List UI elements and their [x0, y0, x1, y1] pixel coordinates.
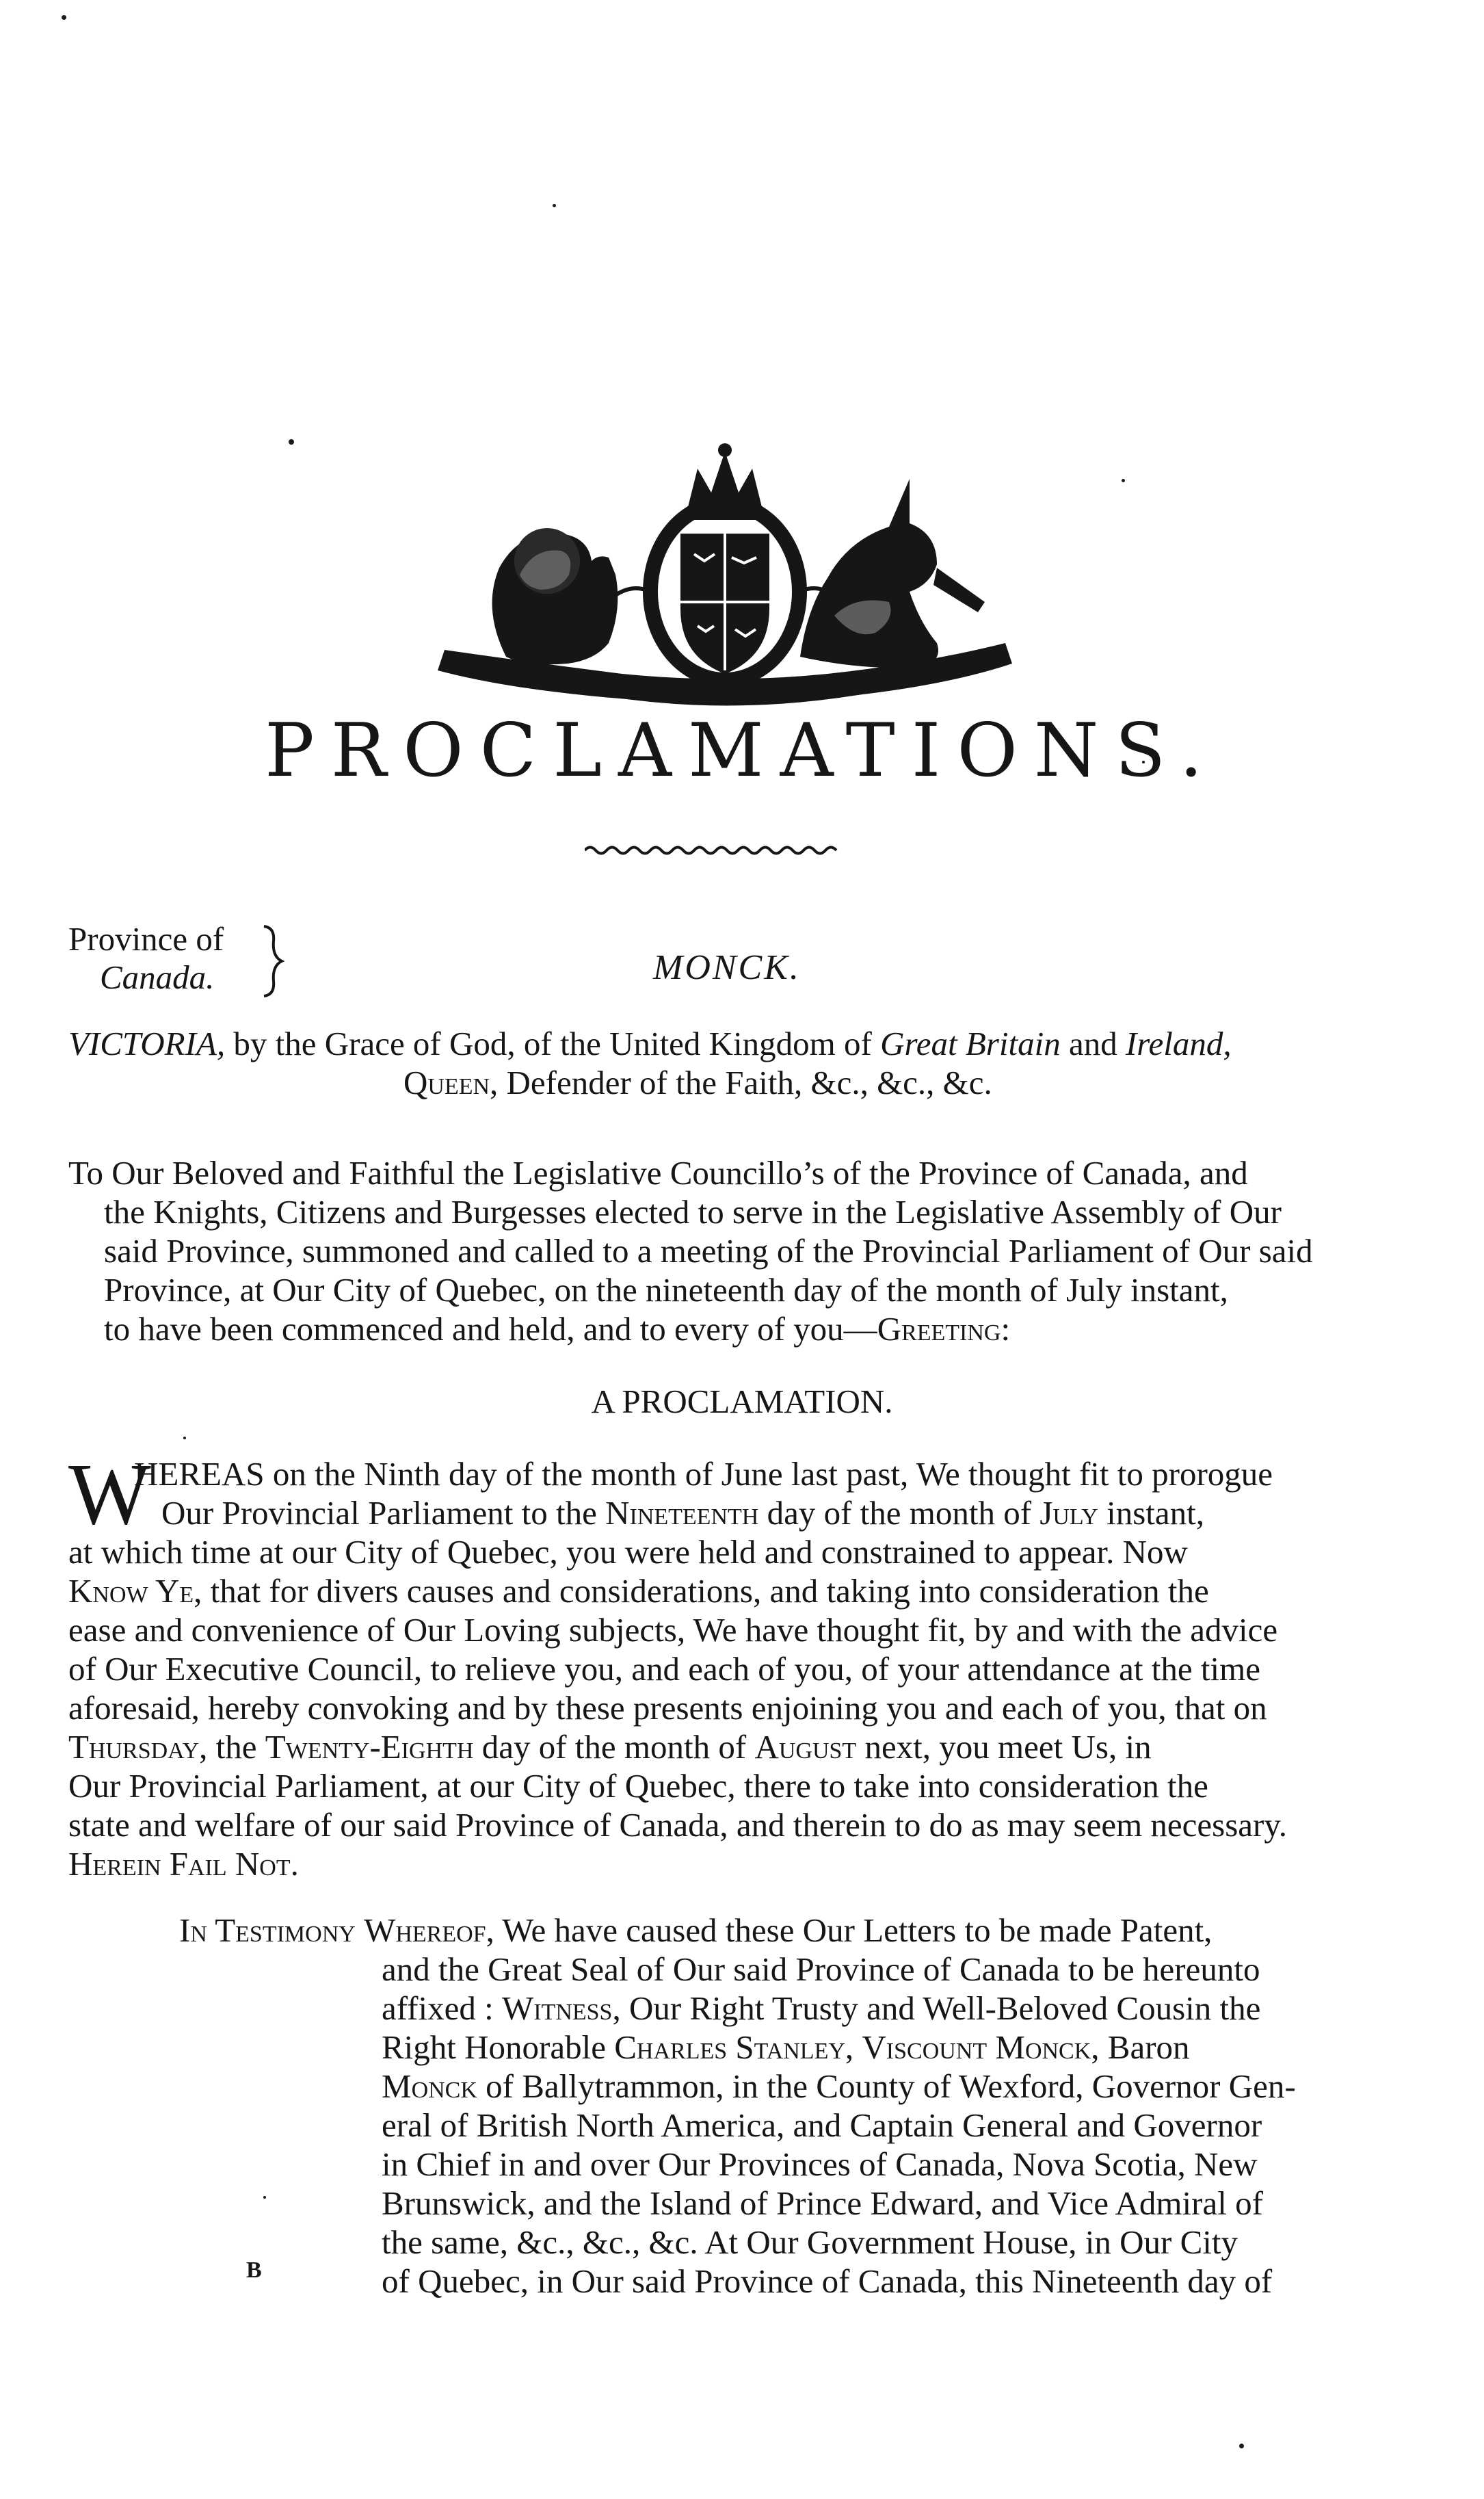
body-line: of Our Executive Council, to relieve you, and each of you, of your attendance at the time: [68, 1650, 1260, 1688]
body-line: state and welfare of our said Province of Canada, and therein to do as may seem necessary.: [68, 1806, 1287, 1844]
body-text: instant,: [1098, 1494, 1205, 1532]
testimony-text: ,: [845, 2028, 862, 2066]
queen-label: Queen: [403, 1064, 490, 1101]
province-line-2: Canada.: [100, 958, 215, 996]
date-word: Twenty-Eighth: [265, 1728, 474, 1766]
testimony-line: in Chief in and over Our Provinces of Canada, Nova Scotia, New: [382, 2145, 1258, 2183]
date-word: Nineteenth: [605, 1494, 759, 1532]
know-ye-label: Know Ye: [68, 1572, 194, 1610]
testimony-text: affixed :: [382, 1989, 502, 2027]
testimony-line: and the Great Seal of Our said Province of Canada to be hereunto: [382, 1950, 1260, 1988]
address-line: To Our Beloved and Faithful the Legislative Councillo’s of the Province of Canada, and: [68, 1154, 1248, 1192]
testimony-text: , Baron: [1091, 2028, 1190, 2066]
testimony-text: Right Honorable: [382, 2028, 615, 2066]
address-line: Province, at Our City of Quebec, on the nineteenth day of the month of July instant,: [104, 1271, 1228, 1309]
body-line: [68, 1727, 1152, 1766]
testimony-line: the same, &c., &c., &c. At Our Government House, in Our City: [382, 2223, 1238, 2261]
royal-style-and: and: [1060, 1025, 1126, 1062]
body-text: , the: [199, 1728, 265, 1766]
body-text: , that for divers causes and considerations, and taking into consideration the: [194, 1572, 1209, 1610]
unicorn-supporter: [800, 479, 938, 668]
monarch-name: VICTORIA,: [68, 1025, 226, 1062]
wavy-divider: [585, 843, 845, 858]
body-line: at which time at our City of Quebec, you were held and constrained to appear. Now: [68, 1533, 1188, 1571]
ireland-label: Ireland,: [1125, 1025, 1232, 1062]
body-text: day of the month of: [473, 1728, 755, 1766]
address-line: said Province, summoned and called to a meeting of the Provincial Parliament of Our said: [104, 1232, 1313, 1270]
drop-cap-letter: W: [68, 1445, 151, 1543]
body-line: ease and convenience of Our Loving subjects, We have thought fit, by and with the advice: [68, 1611, 1278, 1649]
print-speck: [62, 15, 66, 20]
print-speck: [553, 204, 556, 207]
body-text: day of the month of: [758, 1494, 1040, 1532]
royal-style-line-2: [403, 1063, 992, 1102]
print-speck: [183, 1437, 186, 1439]
page-title: PROCLAMATIONS.: [265, 708, 1219, 794]
whereof-label: Whereof: [364, 1911, 486, 1949]
monck-label: Monck: [382, 2067, 477, 2105]
address-text: to have been commenced and held, and to every of you—: [104, 1310, 877, 1348]
curly-brace: [259, 924, 286, 999]
month-word: August: [754, 1728, 857, 1766]
herein-fail-not: Herein Fail Not.: [68, 1845, 299, 1883]
testimony-line: Brunswick, and the Island of Prince Edward, and Vice Admiral of: [382, 2184, 1263, 2222]
testimony-line: of Quebec, in Our said Province of Canada, this Nineteenth day of: [382, 2262, 1273, 2300]
day-word: Thursday: [68, 1728, 200, 1766]
print-speck: [1122, 479, 1125, 482]
print-speck: [263, 2196, 266, 2199]
testimony-line: [382, 2067, 1296, 2106]
testimony-line: [179, 1911, 1212, 1950]
body-line: Our Provincial Parliament, at our City of Quebec, there to take into consideration the: [68, 1767, 1208, 1805]
coat-of-arms-emblem: [417, 438, 1033, 711]
great-britain-label: Great Britain: [880, 1025, 1061, 1062]
royal-style-text-2: , Defender of the Faith, &c., &c., &c.: [490, 1064, 992, 1101]
body-text: Our Provincial Parliament to the: [161, 1494, 606, 1532]
body-text: next, you meet Us, in: [856, 1728, 1152, 1766]
address-colon: :: [1001, 1310, 1011, 1348]
witness-label: Witness: [501, 1989, 613, 2027]
testimony-text: , Our Right Trusty and Well-Beloved Cousin the: [612, 1989, 1261, 2027]
testimony-text: of Ballytrammon, in the County of Wexford, Governor Gen-: [477, 2067, 1296, 2105]
in-testimony-label: In Testimony: [179, 1911, 356, 1949]
testimony-line: [382, 2028, 1190, 2067]
body-line: [68, 1571, 1209, 1610]
body-line: aforesaid, hereby convoking and by these presents enjoining you and each of you, that on: [68, 1689, 1267, 1727]
signature-mark: B: [246, 2258, 262, 2283]
month-word: July: [1039, 1494, 1098, 1532]
body-line: HEREAS on the Ninth day of the month of June last past, We thought fit to prorogue: [134, 1455, 1273, 1493]
crown: [687, 452, 763, 510]
print-speck: [1239, 2444, 1244, 2448]
print-speck: [289, 439, 294, 445]
royal-style-text: by the Grace of God, of the United Kingdom of: [225, 1025, 881, 1062]
governor-title: Viscount Monck: [862, 2028, 1091, 2066]
governor-name: Charles Stanley: [614, 2028, 845, 2066]
greeting-label: Greeting: [877, 1310, 1001, 1348]
royal-style-line-1: [68, 1024, 1232, 1063]
body-line: [161, 1493, 1204, 1532]
testimony-line: eral of British North America, and Captain General and Governor: [382, 2106, 1262, 2144]
testimony-line: [382, 1989, 1260, 2028]
proclamation-subtitle: A PROCLAMATION.: [591, 1383, 893, 1420]
province-line-1: Province of: [68, 920, 224, 958]
address-line: [104, 1309, 1010, 1348]
province-label: [68, 920, 224, 997]
signer-name: MONCK.: [653, 948, 801, 987]
testimony-text: , We have caused these Our Letters to be made Patent,: [486, 1911, 1213, 1949]
address-line: the Knights, Citizens and Burgesses elected to serve in the Legislative Assembly of Our: [104, 1193, 1282, 1231]
